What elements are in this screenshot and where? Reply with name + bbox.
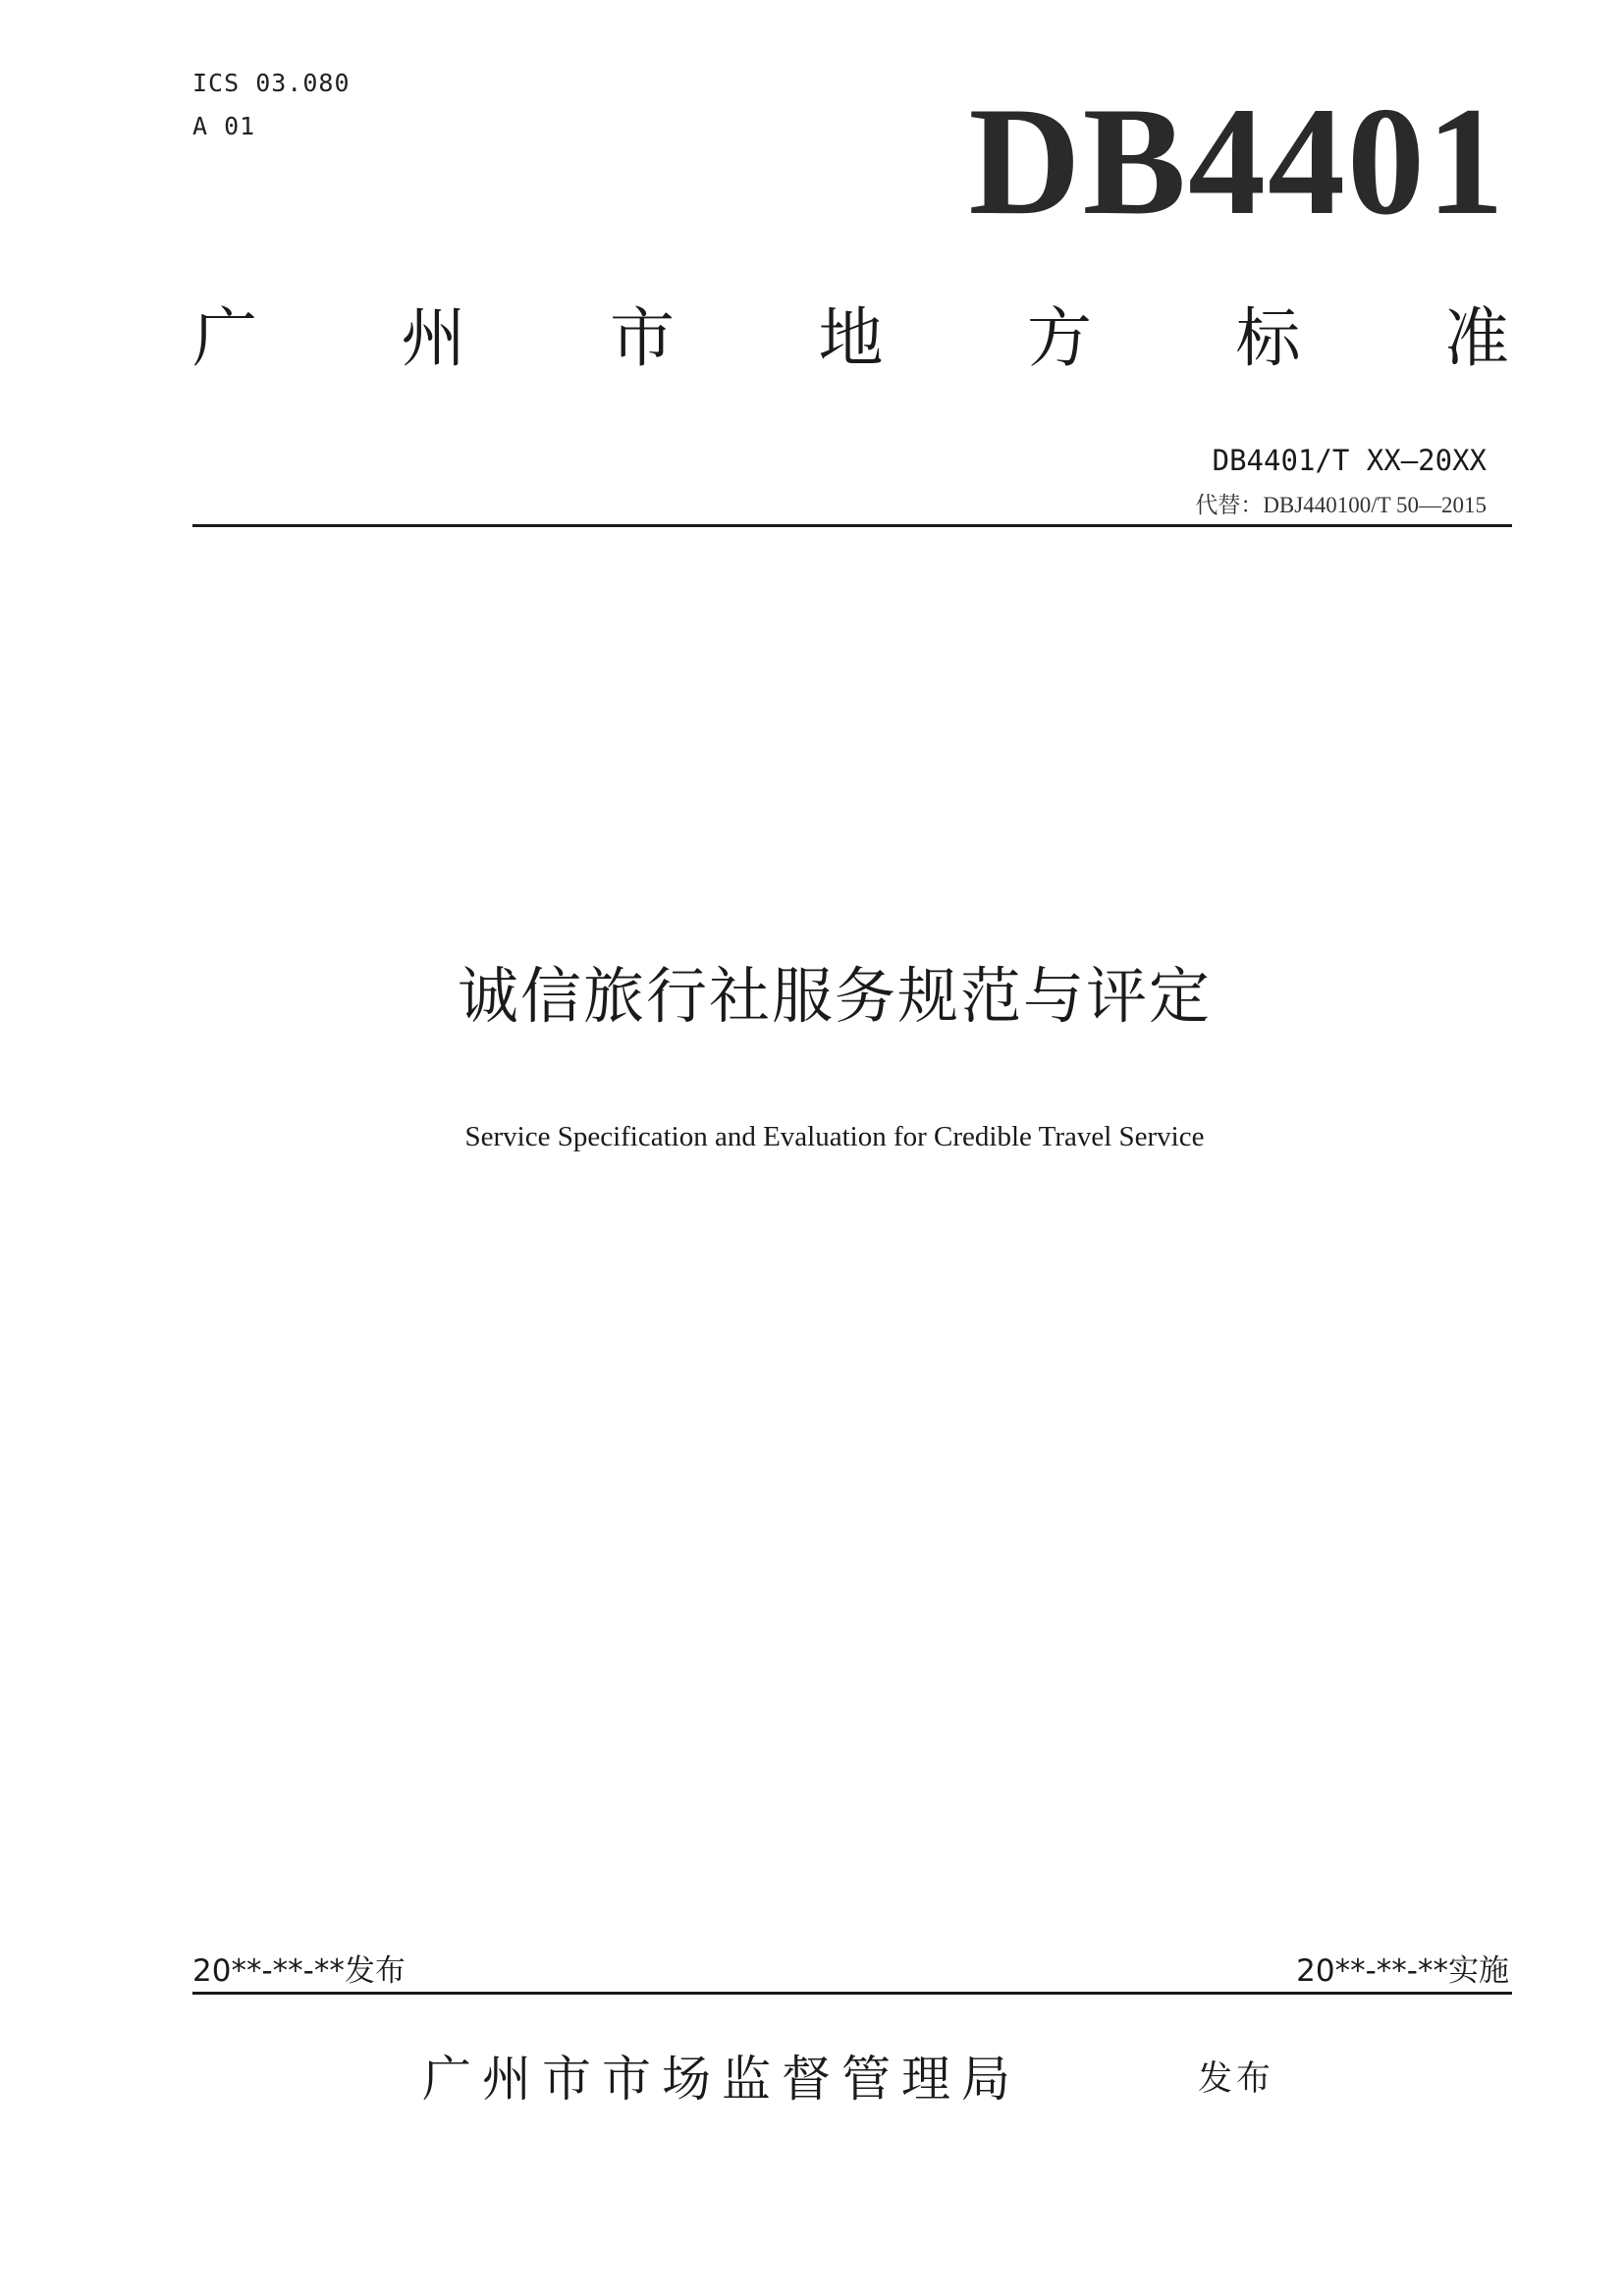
publish-label: 发布 — [1198, 2059, 1275, 2099]
standard-type-char: 标 — [1235, 300, 1301, 376]
standard-type-char: 地 — [818, 300, 884, 376]
implementation-date: 20**-**-**实施 — [1296, 1953, 1509, 1989]
standard-type-char: 市 — [610, 300, 675, 376]
document-title-chinese: 诚信旅行社服务规范与评定 — [457, 960, 1212, 1032]
standard-code-logo: DB4401 — [968, 76, 1506, 247]
ics-code: ICS 03.080 — [192, 69, 351, 97]
document-title-english: Service Specification and Evaluation for Credible Travel Service — [464, 1121, 1205, 1152]
replaces-standard: 代替：DBJ440100/T 50—2015 — [1195, 493, 1487, 517]
standard-type-heading — [192, 294, 1509, 383]
issue-date: 20**-**-**发布 — [192, 1953, 406, 1989]
standard-type-char: 州 — [401, 300, 466, 376]
classification-code: A 01 — [192, 112, 256, 140]
standard-number: DB4401/T XX—20XX — [1212, 444, 1487, 477]
standard-type-char: 方 — [1027, 300, 1092, 376]
standard-type-char: 准 — [1444, 300, 1509, 376]
header-divider — [192, 524, 1512, 527]
publisher-name: 广州市市场监督管理局 — [422, 2051, 1021, 2108]
footer-divider — [192, 1992, 1512, 1995]
standard-type-char: 广 — [192, 300, 257, 376]
